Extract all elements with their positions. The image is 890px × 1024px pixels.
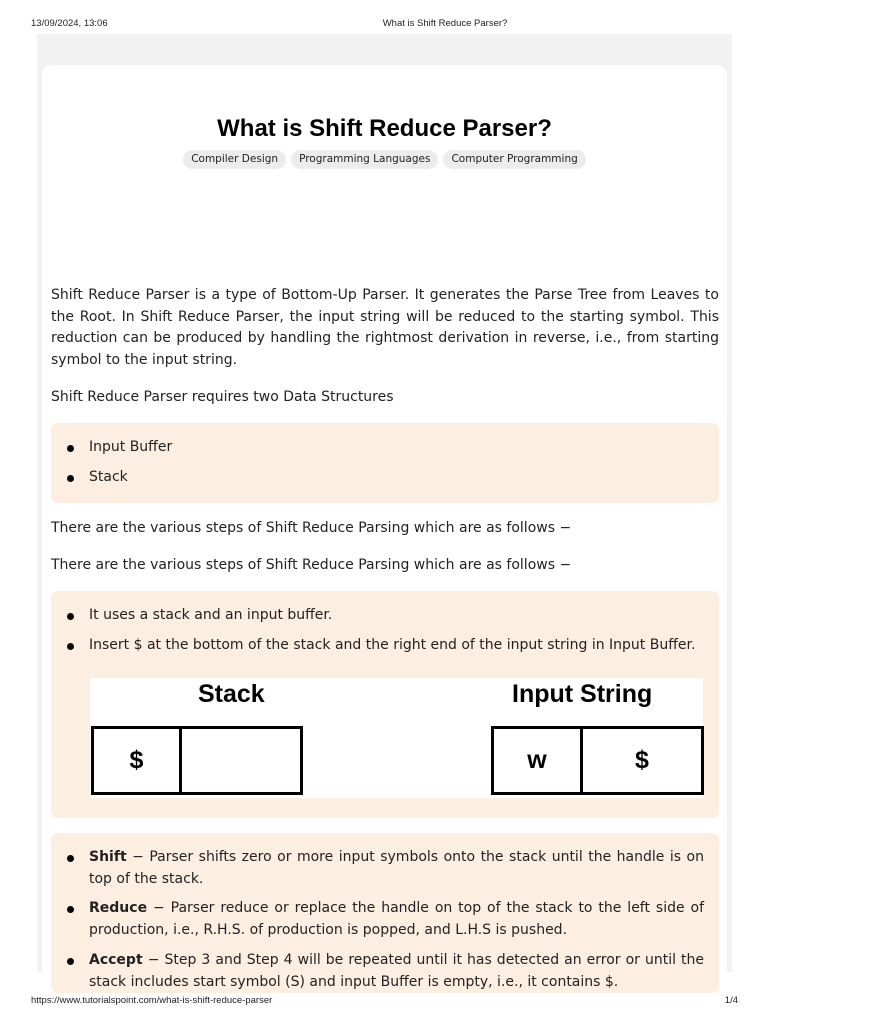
stack-label: Stack [198, 680, 265, 708]
list-item [51, 605, 719, 627]
tag-computer-programming[interactable]: Computer Programming [443, 150, 585, 169]
article-card [42, 65, 727, 990]
bullet-icon [67, 475, 74, 482]
bullet-icon [67, 643, 74, 650]
tag-list [42, 150, 727, 169]
list-item-text: It uses a stack and an input buffer. [89, 607, 333, 623]
requires-paragraph: Shift Reduce Parser requires two Data Structures [51, 389, 394, 405]
stack-cell-bottom: $ [91, 726, 182, 795]
stack-cell-empty [179, 726, 303, 795]
page-frame [37, 34, 732, 990]
print-url[interactable]: https://www.tutorialspoint.com/what-is-shift-reduce-parser [31, 995, 273, 1006]
actions-box [51, 833, 719, 993]
list-item-text: Input Buffer [89, 439, 173, 455]
stack-input-diagram [90, 678, 703, 798]
action-text: − Parser reduce or replace the handle on top of the stack to the left side of production, i.e., R.H.S. of production is popped, and L.H.S is pushed. [89, 900, 704, 939]
list-item [51, 950, 719, 993]
tag-compiler-design[interactable]: Compiler Design [183, 150, 286, 169]
steps-intro-paragraph-repeat: There are the various steps of Shift Reduce Parsing which are as follows − [51, 557, 572, 573]
action-term: Accept [89, 951, 143, 968]
print-header [0, 0, 768, 34]
list-item [51, 898, 719, 941]
intro-paragraph: Shift Reduce Parser is a type of Bottom-Up Parser. It generates the Parse Tree from Leaves to the Root. In Shift Reduce Parser, the input string will be reduced to the starting symbol. This reduction can be produced by handling the rightmost derivation in reverse, i.e., from starting symbol to the input string. [51, 287, 719, 369]
print-timestamp: 13/09/2024, 13:06 [31, 18, 108, 29]
bullet-icon [67, 855, 74, 862]
bullet-icon [67, 445, 74, 452]
action-term: Shift [89, 849, 127, 865]
steps-intro-paragraph: There are the various steps of Shift Reduce Parsing which are as follows − [51, 520, 572, 536]
list-item-text: Insert $ at the bottom of the stack and the right end of the input string in Input Buffer. [89, 636, 696, 653]
bullet-icon [67, 613, 74, 620]
bullet-icon [67, 906, 74, 913]
action-text: − Parser shifts zero or more input symbols onto the stack until the handle is on top of the stack. [89, 849, 704, 887]
action-text: − Step 3 and Step 4 will be repeated until it has detected an error or until the stack includes start symbol (S) and input Buffer is empty, i.e., it contains $. [89, 951, 704, 990]
list-item [51, 635, 719, 657]
tag-programming-languages[interactable]: Programming Languages [291, 150, 438, 169]
bullet-icon [67, 958, 74, 965]
print-footer [0, 990, 768, 1024]
action-term: Reduce [89, 900, 148, 917]
input-cell-end: $ [580, 726, 704, 795]
page-title: What is Shift Reduce Parser? [217, 115, 552, 142]
input-cell-w: w [491, 726, 583, 795]
print-page-number: 1/4 [724, 995, 738, 1006]
structures-box [51, 423, 719, 503]
input-string-label: Input String [512, 680, 653, 708]
list-item [51, 847, 719, 890]
steps-box [51, 591, 719, 818]
list-item-text: Stack [89, 468, 128, 485]
list-item [51, 437, 719, 459]
print-page-title: What is Shift Reduce Parser? [382, 18, 508, 29]
list-item [51, 467, 719, 489]
